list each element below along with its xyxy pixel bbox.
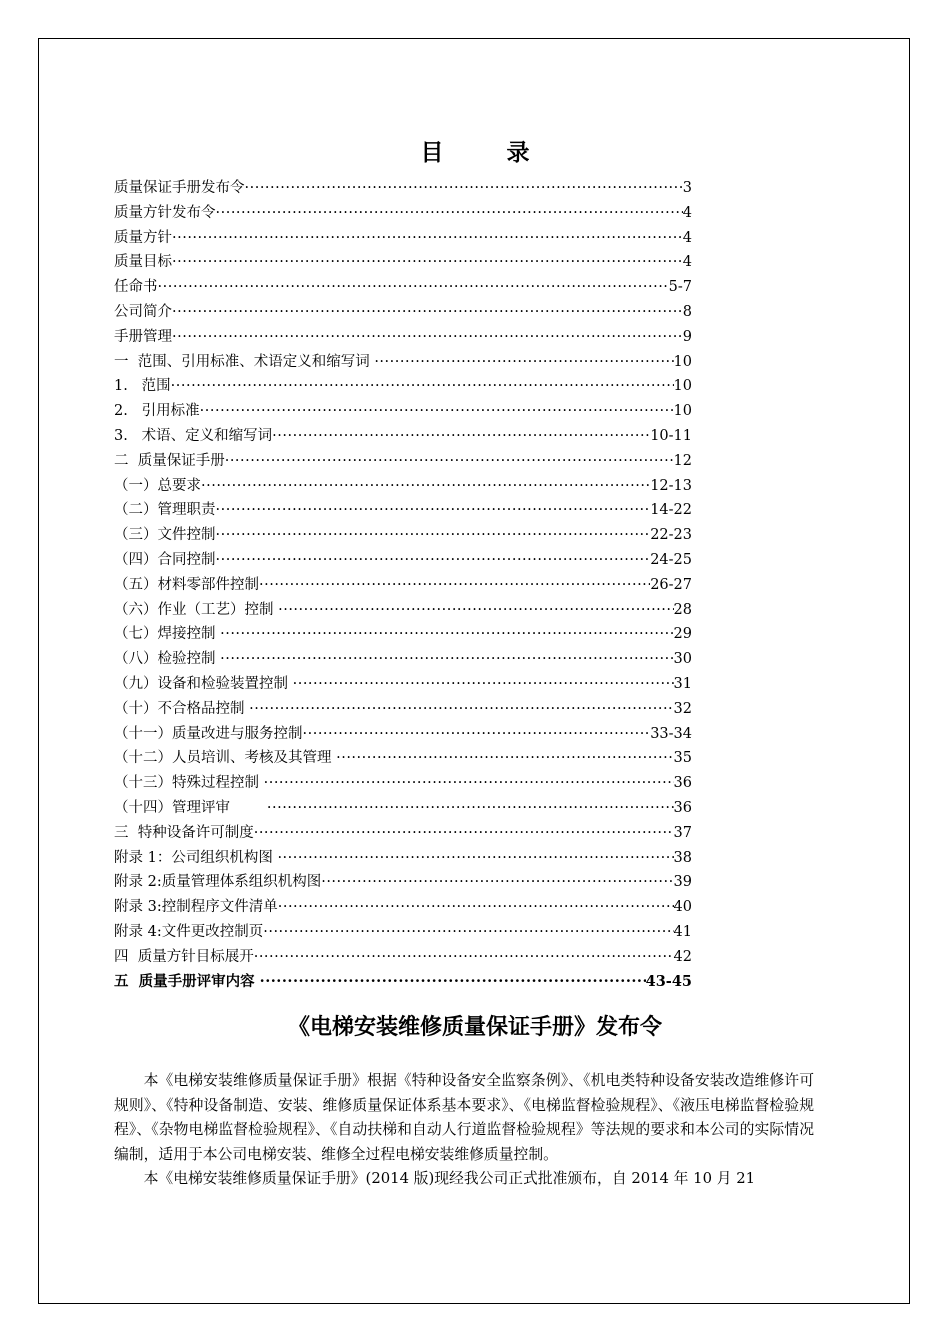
toc-entry-label: （六）作业（工艺）控制: [114, 601, 279, 618]
toc-entry: [114, 647, 692, 672]
toc-entry-label: （三）文件控制: [114, 527, 216, 544]
toc-entry-page: 26-27: [650, 576, 692, 593]
release-body: [114, 1069, 814, 1192]
toc-leader-dots: [220, 622, 673, 647]
toc-entry-page: 8: [682, 303, 692, 320]
toc-entry-page: 10: [673, 378, 692, 395]
toc-entry: [114, 498, 692, 523]
toc-entry-label: 一 范围、引用标准、术语定义和缩写词: [114, 353, 375, 370]
toc-entry: [114, 771, 692, 796]
toc-leader-dots: [172, 250, 683, 275]
toc-leader-dots: [171, 374, 674, 399]
toc-entry: [114, 945, 692, 970]
toc-entry-label: 手册管理: [114, 328, 172, 345]
release-paragraph-1: 本《电梯安装维修质量保证手册》根据《特种设备安全监察条例》、《机电类特种设备安装改造维修许可规则》、《特种设备制造、安装、维修质量保证体系基本要求》、《电梯监督检验规程》、《液压电梯监督检验规程》、《杂物电梯监督检验规程》、《自动扶梯和自动人行道监督检验规程》等法规的要求和本公司的实际情况编制，适用于本公司电梯安装、维修全过程电梯安装维修质量控制。: [114, 1072, 814, 1163]
toc-entry-page: 30: [673, 651, 692, 668]
toc-leader-dots: [172, 226, 683, 251]
toc-leader-dots: [259, 573, 650, 598]
toc-entry-page: 40: [673, 899, 692, 916]
toc-leader-dots: [201, 474, 650, 499]
toc-entry-page: 41: [673, 923, 692, 940]
toc-leader-dots: [336, 746, 673, 771]
toc-entry-label: 附录 3:控制程序文件清单: [114, 899, 278, 916]
toc-entry-page: 36: [673, 799, 692, 816]
toc-entry: [114, 176, 692, 201]
toc-entry: [114, 870, 692, 895]
toc-entry: [114, 746, 692, 771]
toc-entry-label: 二 质量保证手册: [114, 452, 225, 469]
toc-entry: [114, 697, 692, 722]
toc-entry-label: 质量目标: [114, 254, 172, 271]
toc-entry-page: 36: [673, 775, 692, 792]
toc-entry: [114, 573, 692, 598]
toc-entry-label: （十四）管理评审: [114, 799, 267, 816]
toc-entry-label: 质量保证手册发布令: [114, 180, 245, 196]
toc-entry-page: 29: [673, 626, 692, 643]
toc-leader-dots: [374, 350, 673, 375]
toc-entry-page: 24-25: [650, 551, 692, 568]
toc-entry-label: 3. 术语、定义和缩写词: [114, 427, 273, 444]
toc-title: 目 录: [420, 139, 550, 166]
toc-leader-dots: [278, 598, 673, 623]
toc-entry: [114, 201, 692, 226]
toc-entry-page: 28: [673, 601, 692, 618]
toc-leader-dots: [267, 796, 674, 821]
toc-entry: [114, 920, 692, 945]
toc-leader-dots: [200, 399, 674, 424]
toc-entry: [114, 250, 692, 275]
toc-entry: [114, 622, 692, 647]
toc-entry-page: 37: [673, 824, 692, 841]
toc-entry-page: 4: [682, 229, 692, 246]
toc-entry: [114, 846, 692, 871]
toc-entry: [114, 548, 692, 573]
toc-entry: [114, 474, 692, 499]
toc-leader-dots: [216, 498, 651, 523]
toc-entry: [114, 275, 692, 300]
toc-entry-label: （一）总要求: [114, 477, 201, 494]
toc-entry-label: 任命书: [114, 279, 158, 296]
toc-entry-label: 2. 引用标准: [114, 403, 200, 420]
toc-leader-dots: [278, 895, 674, 920]
release-title: 《电梯安装维修质量保证手册》发布令: [287, 1014, 662, 1040]
toc-leader-dots: [254, 821, 674, 846]
toc-entry-page: 9: [682, 328, 692, 345]
toc-entry: [114, 796, 692, 821]
toc-entry-label: （四）合同控制: [114, 551, 216, 568]
toc-entry: [114, 300, 692, 325]
toc-leader-dots: [225, 449, 674, 474]
toc-entry-page: 10: [673, 403, 692, 420]
toc-entry: [114, 449, 692, 474]
toc-entry-page: 39: [673, 874, 692, 891]
toc-entry-label: 三 特种设备许可制度: [114, 824, 254, 841]
toc-entry-page: 35: [673, 750, 692, 767]
table-of-contents: [114, 176, 692, 994]
toc-entry: [114, 325, 692, 350]
toc-entry: [114, 374, 692, 399]
toc-leader-dots: [260, 970, 646, 995]
toc-entry: [114, 895, 692, 920]
toc-leader-dots: [158, 275, 669, 300]
toc-entry: [114, 523, 692, 548]
toc-leader-dots: [263, 920, 673, 945]
toc-entry-label: 五 质量手册评审内容: [114, 972, 260, 990]
toc-entry-page: 14-22: [650, 502, 692, 519]
toc-entry-page: 10-11: [650, 427, 692, 444]
toc-entry-label: 附录 4:文件更改控制页: [114, 923, 264, 940]
toc-entry-page: 4: [682, 254, 692, 271]
toc-entry: [114, 424, 692, 449]
toc-entry-page: 5-7: [668, 279, 692, 296]
toc-entry: [114, 722, 692, 747]
toc-entry-page: 38: [673, 849, 692, 866]
toc-entry-label: 附录 2:质量管理体系组织机构图: [114, 874, 322, 891]
toc-entry-label: （十三）特殊过程控制: [114, 775, 264, 792]
toc-entry-label: （二）管理职责: [114, 502, 216, 519]
toc-entry-label: 附录 1：公司组织机构图: [114, 849, 278, 866]
toc-leader-dots: [172, 325, 683, 350]
toc-entry-page: 3: [682, 180, 692, 196]
toc-entry-page: 32: [673, 700, 692, 717]
toc-entry-page: 31: [673, 675, 692, 692]
toc-entry: [114, 672, 692, 697]
toc-leader-dots: [254, 945, 674, 970]
toc-leader-dots: [216, 523, 651, 548]
toc-leader-dots: [321, 870, 673, 895]
toc-entry-label: 四 质量方针目标展开: [114, 948, 254, 965]
toc-leader-dots: [220, 647, 673, 672]
toc-leader-dots: [303, 722, 651, 747]
toc-entry-page: 10: [673, 353, 692, 370]
toc-entry-label: 1. 范围: [114, 378, 171, 395]
toc-entry-label: （八）检验控制: [114, 651, 221, 668]
toc-leader-dots: [272, 424, 650, 449]
toc-entry-page: 22-23: [650, 527, 692, 544]
toc-entry: [114, 350, 692, 375]
toc-leader-dots: [216, 548, 651, 573]
toc-entry: [114, 598, 692, 623]
toc-entry: [114, 821, 692, 846]
toc-entry-label: 质量方针发布令: [114, 204, 216, 221]
toc-leader-dots: [172, 300, 683, 325]
toc-leader-dots: [264, 771, 674, 796]
toc-entry-label: 质量方针: [114, 229, 172, 246]
toc-entry-label: （七）焊接控制: [114, 626, 221, 643]
toc-entry-page: 33-34: [650, 725, 692, 742]
toc-entry-label: （五）材料零部件控制: [114, 576, 259, 593]
toc-entry-label: （十一）质量改进与服务控制: [114, 725, 303, 742]
toc-leader-dots: [277, 846, 673, 871]
toc-entry-page: 42: [673, 948, 692, 965]
toc-leader-dots: [293, 672, 674, 697]
toc-entry-label: 公司简介: [114, 303, 172, 320]
toc-leader-dots: [245, 176, 683, 201]
toc-entry-page: 43-45: [645, 972, 692, 990]
toc-entry-page: 4: [682, 204, 692, 221]
toc-entry: [114, 226, 692, 251]
toc-entry-label: （十）不合格品控制: [114, 700, 250, 717]
toc-leader-dots: [216, 201, 683, 226]
toc-entry-label: （十二）人员培训、考核及其管理: [114, 750, 337, 767]
release-paragraph-2: 本《电梯安装维修质量保证手册》(2014 版)现经我公司正式批准颁布，自 2014 年 10 月 21: [143, 1170, 756, 1188]
toc-entry-label: （九）设备和检验装置控制: [114, 675, 293, 692]
toc-entry: [114, 970, 692, 995]
toc-leader-dots: [249, 697, 673, 722]
toc-entry-page: 12-13: [650, 477, 692, 494]
toc-entry-page: 12: [673, 452, 692, 469]
toc-entry: [114, 399, 692, 424]
